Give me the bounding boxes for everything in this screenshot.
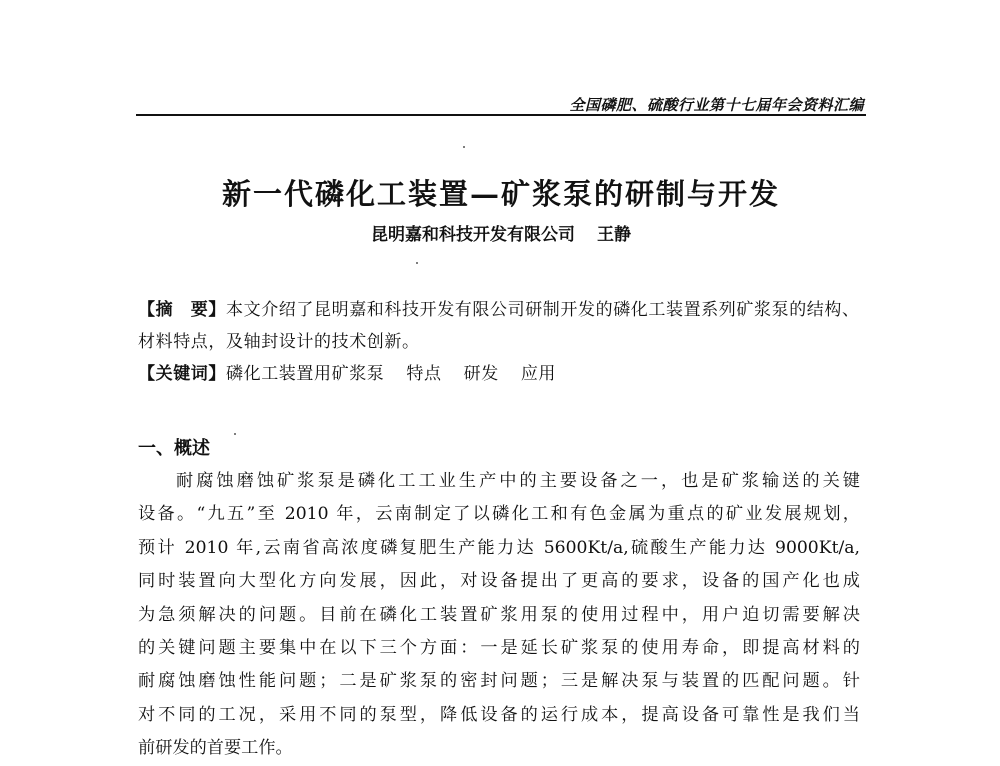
abstract-text: 本文介绍了昆明嘉和科技开发有限公司研制开发的磷化工装置系列矿浆泵的结构、材料特点，及轴封设计的技术创新。 — [138, 300, 860, 352]
byline — [136, 220, 866, 245]
body-line: 设备。“九五”至 2010 年，云南制定了以磷化工和有色金属为重点的矿业发展规划， — [138, 504, 860, 525]
keyword: 磷化工装置用矿浆泵 — [226, 364, 385, 384]
keyword: 特点 — [406, 364, 442, 384]
body-line: 为急须解决的问题。目前在磷化工装置矿浆用泵的使用过程中，用户迫切需要解决 — [138, 604, 860, 625]
body-line: 前研发的首要工作。 — [138, 738, 293, 759]
keywords-paragraph — [138, 358, 860, 390]
abstract-label: 【摘 要】 — [138, 300, 226, 320]
body-line: 对不同的工况，采用不同的泵型，降低设备的运行成本，提高设备可靠性是我们当 — [138, 704, 860, 725]
organization: 昆明嘉和科技开发有限公司 — [371, 225, 575, 245]
body-paragraph — [138, 465, 860, 766]
section-heading: 一、概述 — [138, 438, 210, 459]
abstract-paragraph — [138, 294, 860, 358]
body-line: 耐腐蚀磨蚀矿浆泵是磷化工工业生产中的主要设备之一，也是矿浆输送的关键 — [176, 471, 860, 491]
body-line: 耐腐蚀磨蚀性能问题；二是矿浆泵的密封问题；三是解决泵与装置的匹配问题。针 — [138, 671, 860, 692]
header-rule — [136, 114, 866, 116]
scan-speck — [463, 146, 465, 148]
keyword: 研发 — [463, 364, 499, 384]
scan-speck — [416, 262, 418, 264]
keywords-label: 【关键词】 — [138, 364, 226, 384]
body-line: 预计 2010 年,云南省高浓度磷复肥生产能力达 5600Kt/a,硫酸生产能力达 9000Kt/a, — [138, 537, 860, 558]
body-line: 同时装置向大型化方向发展，因此，对设备提出了更高的要求，设备的国产化也成 — [138, 571, 860, 592]
author: 王静 — [597, 225, 631, 245]
running-header: 全国磷肥、硫酸行业第十七届年会资料汇编 — [569, 96, 864, 114]
paper-title: 新一代磷化工装置—矿浆泵的研制与开发 — [221, 177, 780, 211]
body-line: 的关键问题主要集中在以下三个方面：一是延长矿浆泵的使用寿命，即提高材料的 — [138, 638, 860, 659]
scan-speck — [234, 433, 236, 435]
abstract-block — [138, 294, 860, 390]
keyword: 应用 — [520, 364, 557, 384]
